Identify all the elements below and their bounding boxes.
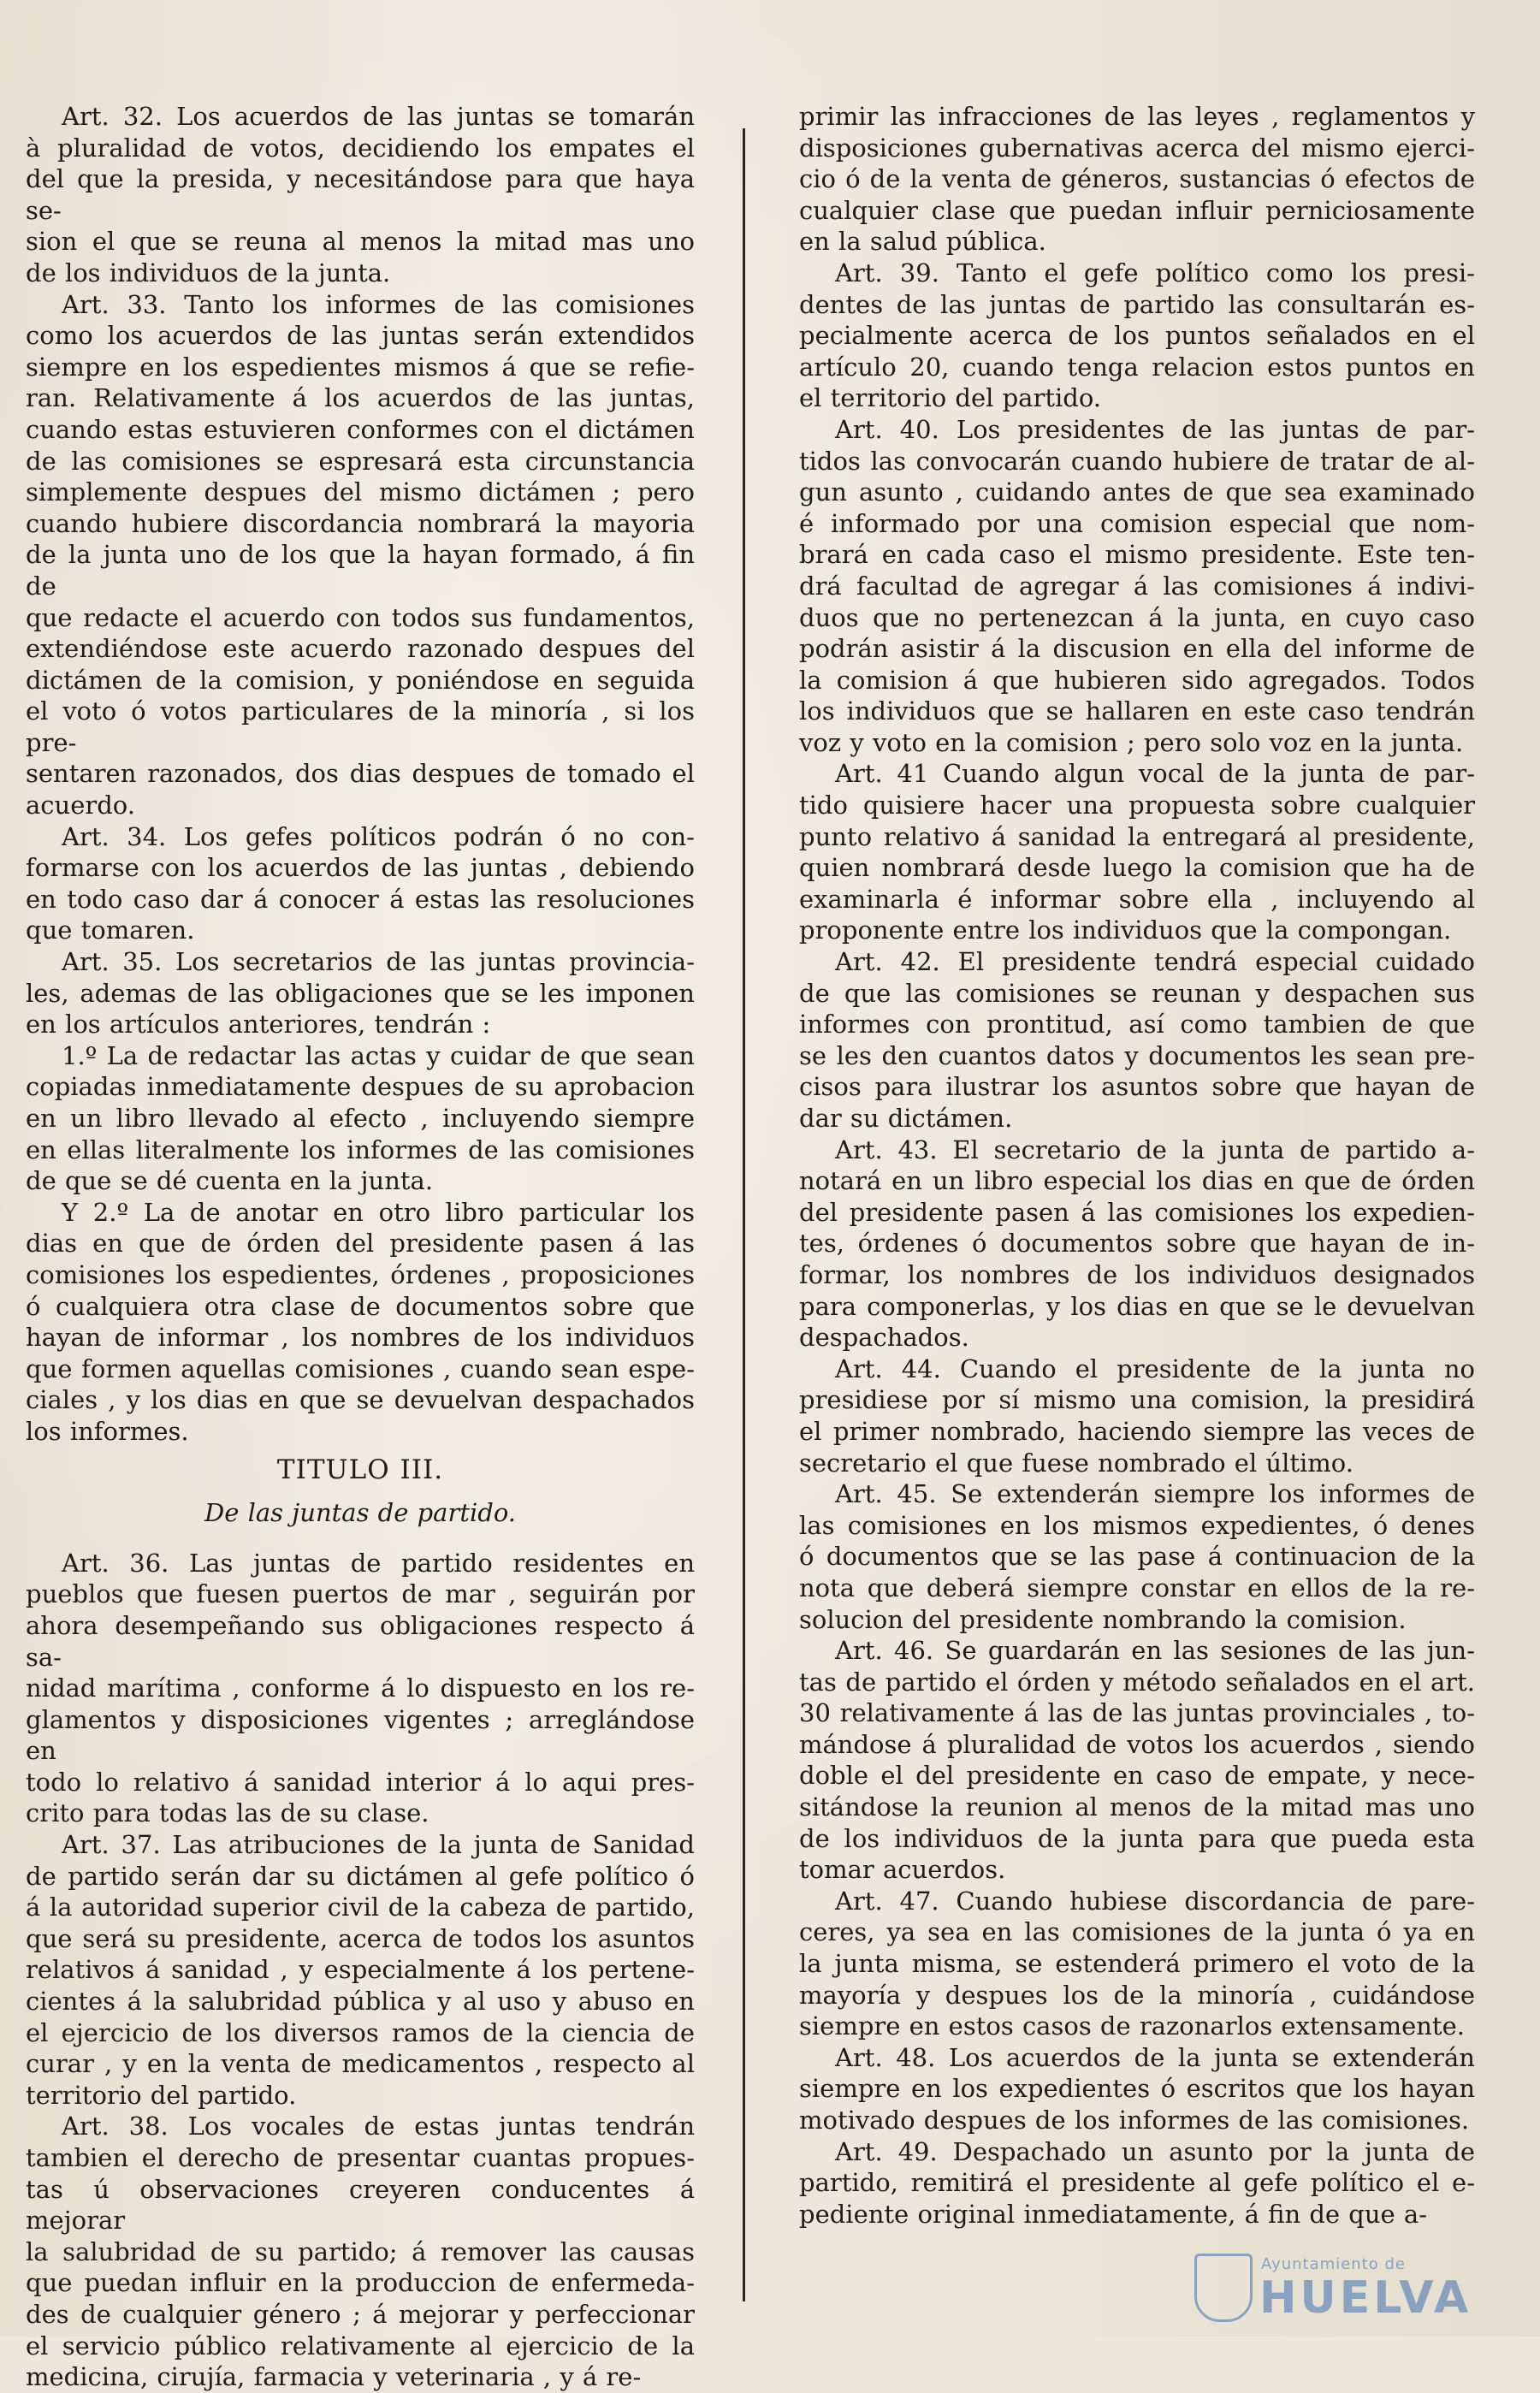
text-line: dias en que de órden del presidente pasen á las <box>26 1229 695 1259</box>
left-paragraph <box>26 101 695 289</box>
text-line: la salubridad de su partido; á remover las causas <box>26 2236 695 2266</box>
text-line: dentes de las juntas de partido las consultarán es- <box>799 289 1475 319</box>
text-line: Art. 38. Los vocales de estas juntas tendrán <box>62 2112 695 2141</box>
text-line: el voto ó votos particulares de la minoría , si los pre- <box>26 696 695 757</box>
text-line: tas de partido el órden y método señalados en el art. <box>799 1667 1475 1697</box>
text-line: Art. 48. Los acuerdos de la junta se extenderán <box>835 2042 1475 2072</box>
text-line: Art. 43. El secretario de la junta de partido a- <box>835 1134 1475 1164</box>
text-line: Art. 44. Cuando el presidente de la junta no <box>835 1353 1475 1383</box>
text-line: de los individuos de la junta. <box>26 258 391 287</box>
text-line: duos que no pertenezcan á la junta, en cuyo caso <box>799 602 1475 632</box>
text-line: el ejercicio de los diversos ramos de la ciencia de <box>26 2017 695 2047</box>
text-line: ó cualquiera otra clase de documentos sobre que <box>26 1291 695 1321</box>
text-line: Art. 47. Cuando hubiese discordancia de pare- <box>835 1886 1475 1916</box>
text-line: glamentos y disposiciones vigentes ; arreglándose en <box>26 1704 695 1766</box>
text-line: solucion del presidente nombrando la comision. <box>799 1604 1407 1634</box>
text-line: en la salud pública. <box>799 227 1046 257</box>
right-paragraph <box>799 1635 1475 1886</box>
text-line: tomar acuerdos. <box>799 1855 1006 1885</box>
text-line: brará en cada caso el mismo presidente. Este ten- <box>799 540 1475 570</box>
watermark-big-text: HUELVA <box>1259 2272 1472 2324</box>
coat-of-arms-icon <box>1194 2254 1253 2322</box>
text-line: los individuos que se hallaren en este caso tendrán <box>799 696 1475 726</box>
text-line: pecialmente acerca de los puntos señalados en el <box>799 321 1475 351</box>
left-paragraph <box>26 2111 695 2392</box>
text-line: tas ú observaciones creyeren conducentes á mejorar <box>26 2174 695 2236</box>
section-title: TITULO III. <box>276 1454 444 1485</box>
column-divider <box>743 128 745 2301</box>
text-line: Art. 41 Cuando algun vocal de la junta de par- <box>835 759 1475 789</box>
text-line: dar su dictámen. <box>799 1104 1013 1133</box>
text-line: Art. 42. El presidente tendrá especial cuidado <box>835 947 1475 977</box>
text-line: el servicio público relativamente al ejercicio de la <box>26 2331 695 2360</box>
left-paragraph <box>26 1197 695 1448</box>
text-line: 1.º La de redactar las actas y cuidar de que sean <box>62 1040 695 1070</box>
text-line: doble el del presidente en caso de empate, y nece- <box>799 1761 1475 1791</box>
text-line: cisos para ilustrar los asuntos sobre que hayan de <box>799 1072 1475 1102</box>
text-line: del presidente pasen á las comisiones los expedien- <box>799 1197 1475 1227</box>
text-line: siempre en estos casos de razonarlos extensamente. <box>799 2011 1465 2041</box>
right-paragraph <box>799 758 1475 946</box>
text-line: Y 2.º La de anotar en otro libro particular los <box>62 1197 695 1227</box>
text-line: partido, remitirá el presidente al gefe político el e- <box>799 2168 1475 2198</box>
text-line: Art. 39. Tanto el gefe político como los presi- <box>835 258 1475 287</box>
text-line: Art. 45. Se extenderán siempre los informes de <box>835 1479 1475 1509</box>
text-line: hayan de informar , los nombres de los individuos <box>26 1323 695 1353</box>
right-paragraph <box>799 258 1475 414</box>
text-line: tambien el derecho de presentar cuantas propues- <box>26 2143 695 2172</box>
text-line: de los individuos de la junta para que pueda esta <box>799 1823 1475 1853</box>
left-paragraph <box>26 821 695 946</box>
text-line: voz y voto en la comision ; pero solo voz en la junta. <box>799 727 1464 757</box>
text-line: en ellas literalmente los informes de las comisiones <box>26 1134 695 1164</box>
text-line: simplemente despues del mismo dictámen ; pero <box>26 477 695 507</box>
right-paragraph <box>799 101 1475 258</box>
text-line: ó documentos que se las pase á continuacion de la <box>799 1542 1475 1572</box>
text-line: Art. 49. Despachado un asunto por la junta de <box>835 2136 1475 2166</box>
text-line: sion el que se reuna al menos la mitad mas uno <box>26 227 695 257</box>
right-paragraph <box>799 946 1475 1134</box>
text-line: curar , y en la venta de medicamentos , respecto al <box>26 2049 695 2079</box>
text-line: crito para todas las de su clase. <box>26 1798 429 1828</box>
left-paragraph <box>26 946 695 1040</box>
text-line: disposiciones gubernativas acerca del mismo ejerci- <box>799 133 1475 163</box>
text-line: de que se dé cuenta en la junta. <box>26 1166 434 1196</box>
left-paragraph <box>26 1829 695 2111</box>
text-line: proponente entre los individuos que la compongan. <box>799 915 1452 945</box>
text-line: Art. 33. Tanto los informes de las comisiones <box>62 289 695 319</box>
text-line: que puedan influir en la produccion de enfermeda- <box>26 2268 695 2298</box>
text-line: primir las infracciones de las leyes , reglamentos y <box>799 102 1475 131</box>
text-line: des de cualquier género ; á mejorar y perfeccionar <box>26 2299 695 2329</box>
text-line: Art. 35. Los secretarios de las juntas provincia- <box>62 947 695 977</box>
text-line: medicina, cirujía, farmacia y veterinaria , y á re- <box>26 2362 642 2392</box>
text-line: à pluralidad de votos, decidiendo los empates el <box>26 133 695 163</box>
text-line: de la junta uno de los que la hayan formado, á fin de <box>26 540 695 601</box>
text-line: tidos las convocarán cuando hubiere de tratar de al- <box>799 446 1475 476</box>
text-line: les, ademas de las obligaciones que se les imponen <box>26 978 695 1008</box>
text-line: para componerlas, y los dias en que se le devuelvan <box>799 1291 1475 1321</box>
text-line: Art. 32. Los acuerdos de las juntas se tomarán <box>62 102 695 131</box>
text-line: el primer nombrado, haciendo siempre las veces de <box>799 1416 1475 1446</box>
text-line: sitándose la reunion al menos de la mitad mas uno <box>799 1792 1475 1822</box>
text-line: Art. 46. Se guardarán en las sesiones de las jun- <box>835 1636 1475 1666</box>
text-line: despachados. <box>799 1323 969 1353</box>
right-paragraph <box>799 1353 1475 1478</box>
text-line: cuando estas estuvieren conformes con el dictámen <box>26 414 695 444</box>
text-line: mándose á pluralidad de votos los acuerdos , siendo <box>799 1729 1475 1759</box>
text-line: nota que deberá siempre constar en ellos de la re- <box>799 1573 1475 1602</box>
text-line: cientes á la salubridad pública y al uso y abuso en <box>26 1987 695 2017</box>
text-line: ran. Relativamente á los acuerdos de las juntas, <box>26 383 695 413</box>
text-line: la junta misma, se estenderá primero el voto de la <box>799 1949 1475 1979</box>
text-line: motivado despues de los informes de las comisiones. <box>799 2106 1470 2135</box>
text-line: los informes. <box>26 1416 189 1446</box>
right-paragraph <box>799 1478 1475 1635</box>
text-line: que formen aquellas comisiones , cuando sean espe- <box>26 1353 695 1383</box>
text-line: el territorio del partido. <box>799 383 1101 413</box>
right-paragraph <box>799 2042 1475 2136</box>
text-line: en los artículos anteriores, tendrán : <box>26 1010 491 1040</box>
text-line: gun asunto , cuidando antes de que sea examinado <box>799 477 1475 507</box>
text-line: drá facultad de agregar á las comisiones á indivi- <box>799 571 1475 601</box>
text-line: se les den cuantos datos y documentos les sean pre- <box>799 1040 1475 1070</box>
text-line: informes con prontitud, así como tambien de que <box>799 1010 1475 1040</box>
text-line: nidad marítima , conforme á lo dispuesto en los re- <box>26 1673 695 1703</box>
text-line: del que la presida, y necesitándose para que haya se- <box>26 164 695 225</box>
text-line: copiadas inmediatamente despues de su aprobacion <box>26 1072 695 1102</box>
text-line: de partido serán dar su dictámen al gefe político ó <box>26 1861 695 1891</box>
text-line: é informado por una comision especial que nom- <box>799 508 1475 538</box>
text-line: examinarla é informar sobre ella , incluyendo al <box>799 884 1475 914</box>
text-line: acuerdo. <box>26 791 135 820</box>
left-column <box>26 101 695 2393</box>
text-line: 30 relativamente á las de las juntas provinciales , to- <box>799 1698 1475 1728</box>
text-line: formarse con los acuerdos de las juntas , debiendo <box>26 853 695 883</box>
text-line: siempre en los espedientes mismos á que se refie- <box>26 352 695 382</box>
text-line: secretario el que fuese nombrado el último. <box>799 1448 1353 1478</box>
text-line: que será su presidente, acerca de todos los asuntos <box>26 1923 695 1953</box>
text-line: cuando hubiere discordancia nombrará la mayoria <box>26 508 695 538</box>
text-line: las comisiones en los mismos expedientes, ó denes <box>799 1510 1475 1540</box>
watermark-small-text: Ayuntamiento de <box>1261 2255 1406 2273</box>
text-line: quien nombrará desde luego la comision que ha de <box>799 853 1475 883</box>
text-line: cualquier clase que puedan influir perniciosamente <box>799 195 1475 225</box>
text-line: notará en un libro especial los dias en que de órden <box>799 1166 1475 1196</box>
right-paragraph <box>799 2136 1475 2230</box>
text-line: podrán asistir á la discusion en ella del informe de <box>799 634 1475 664</box>
text-line: Art. 34. Los gefes políticos podrán ó no con- <box>62 821 695 851</box>
text-line: tido quisiere hacer una propuesta sobre cualquier <box>799 791 1475 820</box>
left-paragraph <box>26 1040 695 1197</box>
text-line: cio ó de la venta de géneros, sustancias ó efectos de <box>799 164 1475 194</box>
text-line: formar, los nombres de los individuos designados <box>799 1259 1475 1289</box>
text-line: comisiones los espedientes, órdenes , proposiciones <box>26 1259 695 1289</box>
text-line: relativos á sanidad , y especialmente á los pertene- <box>26 1955 695 1985</box>
text-line: artículo 20, cuando tenga relacion estos puntos en <box>799 352 1475 382</box>
right-paragraph <box>799 1886 1475 2042</box>
text-line: punto relativo á sanidad la entregará al presidente, <box>799 821 1475 851</box>
text-line: Art. 40. Los presidentes de las juntas de par- <box>835 414 1475 444</box>
text-line: la comision á que hubieren sido agregados. Todos <box>799 665 1475 695</box>
text-line: pueblos que fuesen puertos de mar , seguirán por <box>26 1579 695 1609</box>
left-paragraph <box>26 1548 695 1829</box>
text-line: extendiéndose este acuerdo razonado despues del <box>26 634 695 664</box>
text-line: mayoría y despues los de la minoría , cuidándose <box>799 1980 1475 2010</box>
left-paragraph <box>26 289 695 821</box>
section-subtitle: De las juntas de partido. <box>204 1498 516 1528</box>
text-line: territorio del partido. <box>26 2080 297 2110</box>
text-line: que redacte el acuerdo con todos sus fundamentos, <box>26 602 695 632</box>
text-line: como los acuerdos de las juntas serán extendidos <box>26 321 695 351</box>
text-line: en todo caso dar á conocer á estas las resoluciones <box>26 884 695 914</box>
text-line: Art. 36. Las juntas de partido residentes en <box>62 1548 695 1578</box>
huelva-watermark <box>1194 2250 1519 2327</box>
text-line: á la autoridad superior civil de la cabeza de partido, <box>26 1892 695 1922</box>
right-paragraph <box>799 1134 1475 1353</box>
text-line: de que las comisiones se reunan y despachen sus <box>799 978 1475 1008</box>
text-line: pediente original inmediatamente, á fin de que a- <box>799 2199 1428 2229</box>
text-line: tes, órdenes ó documentos sobre que hayan de in- <box>799 1229 1475 1259</box>
text-line: ahora desempeñando sus obligaciones respecto á sa- <box>26 1610 695 1672</box>
text-line: que tomaren. <box>26 915 195 945</box>
text-line: ciales , y los dias en que se devuelvan despachados <box>26 1385 695 1415</box>
text-line: Art. 37. Las atribuciones de la junta de Sanidad <box>62 1830 695 1860</box>
right-paragraph <box>799 414 1475 759</box>
right-column <box>799 101 1475 2230</box>
text-line: ceres, ya sea en las comisiones de la junta ó ya en <box>799 1917 1475 1947</box>
text-line: presidiese por sí mismo una comision, la presidirá <box>799 1385 1475 1415</box>
text-line: dictámen de la comision, y poniéndose en seguida <box>26 665 695 695</box>
text-line: todo lo relativo á sanidad interior á lo aqui pres- <box>26 1767 695 1797</box>
text-line: sentaren razonados, dos dias despues de tomado el <box>26 759 695 789</box>
text-line: siempre en los expedientes ó escritos que los hayan <box>799 2074 1475 2104</box>
text-line: de las comisiones se espresará esta circunstancia <box>26 446 695 476</box>
text-line: en un libro llevado al efecto , incluyendo siempre <box>26 1104 695 1133</box>
